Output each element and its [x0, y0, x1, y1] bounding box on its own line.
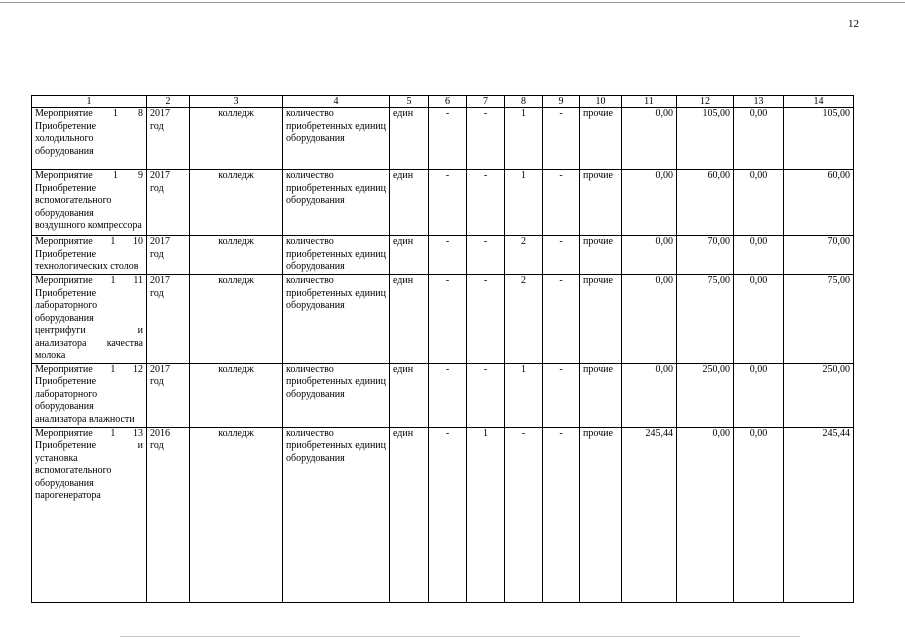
indicator-cell: количество приобретенных единиц оборудования [283, 236, 390, 275]
col7-cell: - [467, 236, 505, 275]
source-cell: прочие [580, 236, 622, 275]
col9-cell: - [543, 275, 580, 364]
col14-cell: 245,44 [784, 427, 854, 602]
col13-cell: 0,00 [734, 108, 784, 170]
col12-cell: 105,00 [677, 108, 734, 170]
col-header-14: 14 [784, 96, 854, 108]
col-header-13: 13 [734, 96, 784, 108]
unit-cell: един [390, 170, 429, 236]
col12-cell: 250,00 [677, 363, 734, 427]
indicator-cell: количество приобретенных единиц оборудования [283, 363, 390, 427]
table-row [32, 427, 854, 602]
table-row [32, 108, 854, 170]
unit-cell: един [390, 236, 429, 275]
unit-cell: един [390, 363, 429, 427]
col11-cell: 0,00 [622, 363, 677, 427]
indicator-cell: количество приобретенных единиц оборудования [283, 108, 390, 170]
page-bottom-edge [120, 636, 800, 637]
col14-cell: 70,00 [784, 236, 854, 275]
col14-cell: 105,00 [784, 108, 854, 170]
source-cell: прочие [580, 427, 622, 602]
col9-cell: - [543, 108, 580, 170]
recipient-cell: колледж [190, 275, 283, 364]
col7-cell: - [467, 275, 505, 364]
column-number-row [32, 96, 854, 108]
unit-cell: един [390, 108, 429, 170]
col8-cell: 2 [505, 236, 543, 275]
source-cell: прочие [580, 170, 622, 236]
col-header-12: 12 [677, 96, 734, 108]
col11-cell: 245,44 [622, 427, 677, 602]
col-header-10: 10 [580, 96, 622, 108]
col-header-11: 11 [622, 96, 677, 108]
year-cell: 2016 год [147, 427, 190, 602]
event-cell: Мероприятие 1 12 Приобретение лабораторного оборудования анализатора влажности [32, 363, 147, 427]
col6-cell: - [429, 236, 467, 275]
table-row [32, 170, 854, 236]
year-cell: 2017 год [147, 363, 190, 427]
col13-cell: 0,00 [734, 170, 784, 236]
col6-cell: - [429, 170, 467, 236]
recipient-cell: колледж [190, 363, 283, 427]
col12-cell: 0,00 [677, 427, 734, 602]
table-row [32, 275, 854, 364]
col13-cell: 0,00 [734, 236, 784, 275]
col-header-5: 5 [390, 96, 429, 108]
recipient-cell: колледж [190, 170, 283, 236]
col9-cell: - [543, 363, 580, 427]
col-header-6: 6 [429, 96, 467, 108]
col11-cell: 0,00 [622, 236, 677, 275]
col6-cell: - [429, 427, 467, 602]
col9-cell: - [543, 236, 580, 275]
event-cell: Мероприятие 1 9 Приобретение вспомогательного оборудования воздушного компрессора [32, 170, 147, 236]
col-header-2: 2 [147, 96, 190, 108]
col14-cell: 250,00 [784, 363, 854, 427]
table-row [32, 363, 854, 427]
indicator-cell: количество приобретенных единиц оборудования [283, 275, 390, 364]
col11-cell: 0,00 [622, 108, 677, 170]
col12-cell: 70,00 [677, 236, 734, 275]
source-cell: прочие [580, 275, 622, 364]
col8-cell: - [505, 427, 543, 602]
col14-cell: 60,00 [784, 170, 854, 236]
recipient-cell: колледж [190, 236, 283, 275]
event-cell: Мероприятие 1 10 Приобретение технологических столов [32, 236, 147, 275]
col12-cell: 60,00 [677, 170, 734, 236]
year-cell: 2017 год [147, 236, 190, 275]
event-cell: Мероприятие 1 13 Приобретение и установка вспомогательного оборудования парогенератора [32, 427, 147, 602]
col-header-8: 8 [505, 96, 543, 108]
col8-cell: 1 [505, 108, 543, 170]
col7-cell: - [467, 170, 505, 236]
col-header-3: 3 [190, 96, 283, 108]
table-row [32, 236, 854, 275]
page-number: 12 [848, 18, 859, 30]
plan-table [31, 95, 854, 603]
col7-cell: - [467, 108, 505, 170]
col14-cell: 75,00 [784, 275, 854, 364]
col7-cell: 1 [467, 427, 505, 602]
year-cell: 2017 год [147, 170, 190, 236]
year-cell: 2017 год [147, 275, 190, 364]
col13-cell: 0,00 [734, 363, 784, 427]
page-top-edge [0, 2, 905, 3]
unit-cell: един [390, 275, 429, 364]
col7-cell: - [467, 363, 505, 427]
event-cell: Мероприятие 1 11 Приобретение лабораторного оборудования центрифуги и анализатора качества молока [32, 275, 147, 364]
col6-cell: - [429, 108, 467, 170]
col8-cell: 1 [505, 363, 543, 427]
col-header-9: 9 [543, 96, 580, 108]
event-cell: Мероприятие 1 8 Приобретение холодильного оборудования [32, 108, 147, 170]
recipient-cell: колледж [190, 108, 283, 170]
col-header-4: 4 [283, 96, 390, 108]
recipient-cell: колледж [190, 427, 283, 602]
col12-cell: 75,00 [677, 275, 734, 364]
indicator-cell: количество приобретенных единиц оборудования [283, 427, 390, 602]
col-header-7: 7 [467, 96, 505, 108]
source-cell: прочие [580, 108, 622, 170]
source-cell: прочие [580, 363, 622, 427]
col9-cell: - [543, 427, 580, 602]
col8-cell: 1 [505, 170, 543, 236]
col6-cell: - [429, 275, 467, 364]
indicator-cell: количество приобретенных единиц оборудования [283, 170, 390, 236]
col-header-1: 1 [32, 96, 147, 108]
col9-cell: - [543, 170, 580, 236]
year-cell: 2017 год [147, 108, 190, 170]
col6-cell: - [429, 363, 467, 427]
col11-cell: 0,00 [622, 170, 677, 236]
col13-cell: 0,00 [734, 427, 784, 602]
unit-cell: един [390, 427, 429, 602]
col13-cell: 0,00 [734, 275, 784, 364]
col8-cell: 2 [505, 275, 543, 364]
col11-cell: 0,00 [622, 275, 677, 364]
